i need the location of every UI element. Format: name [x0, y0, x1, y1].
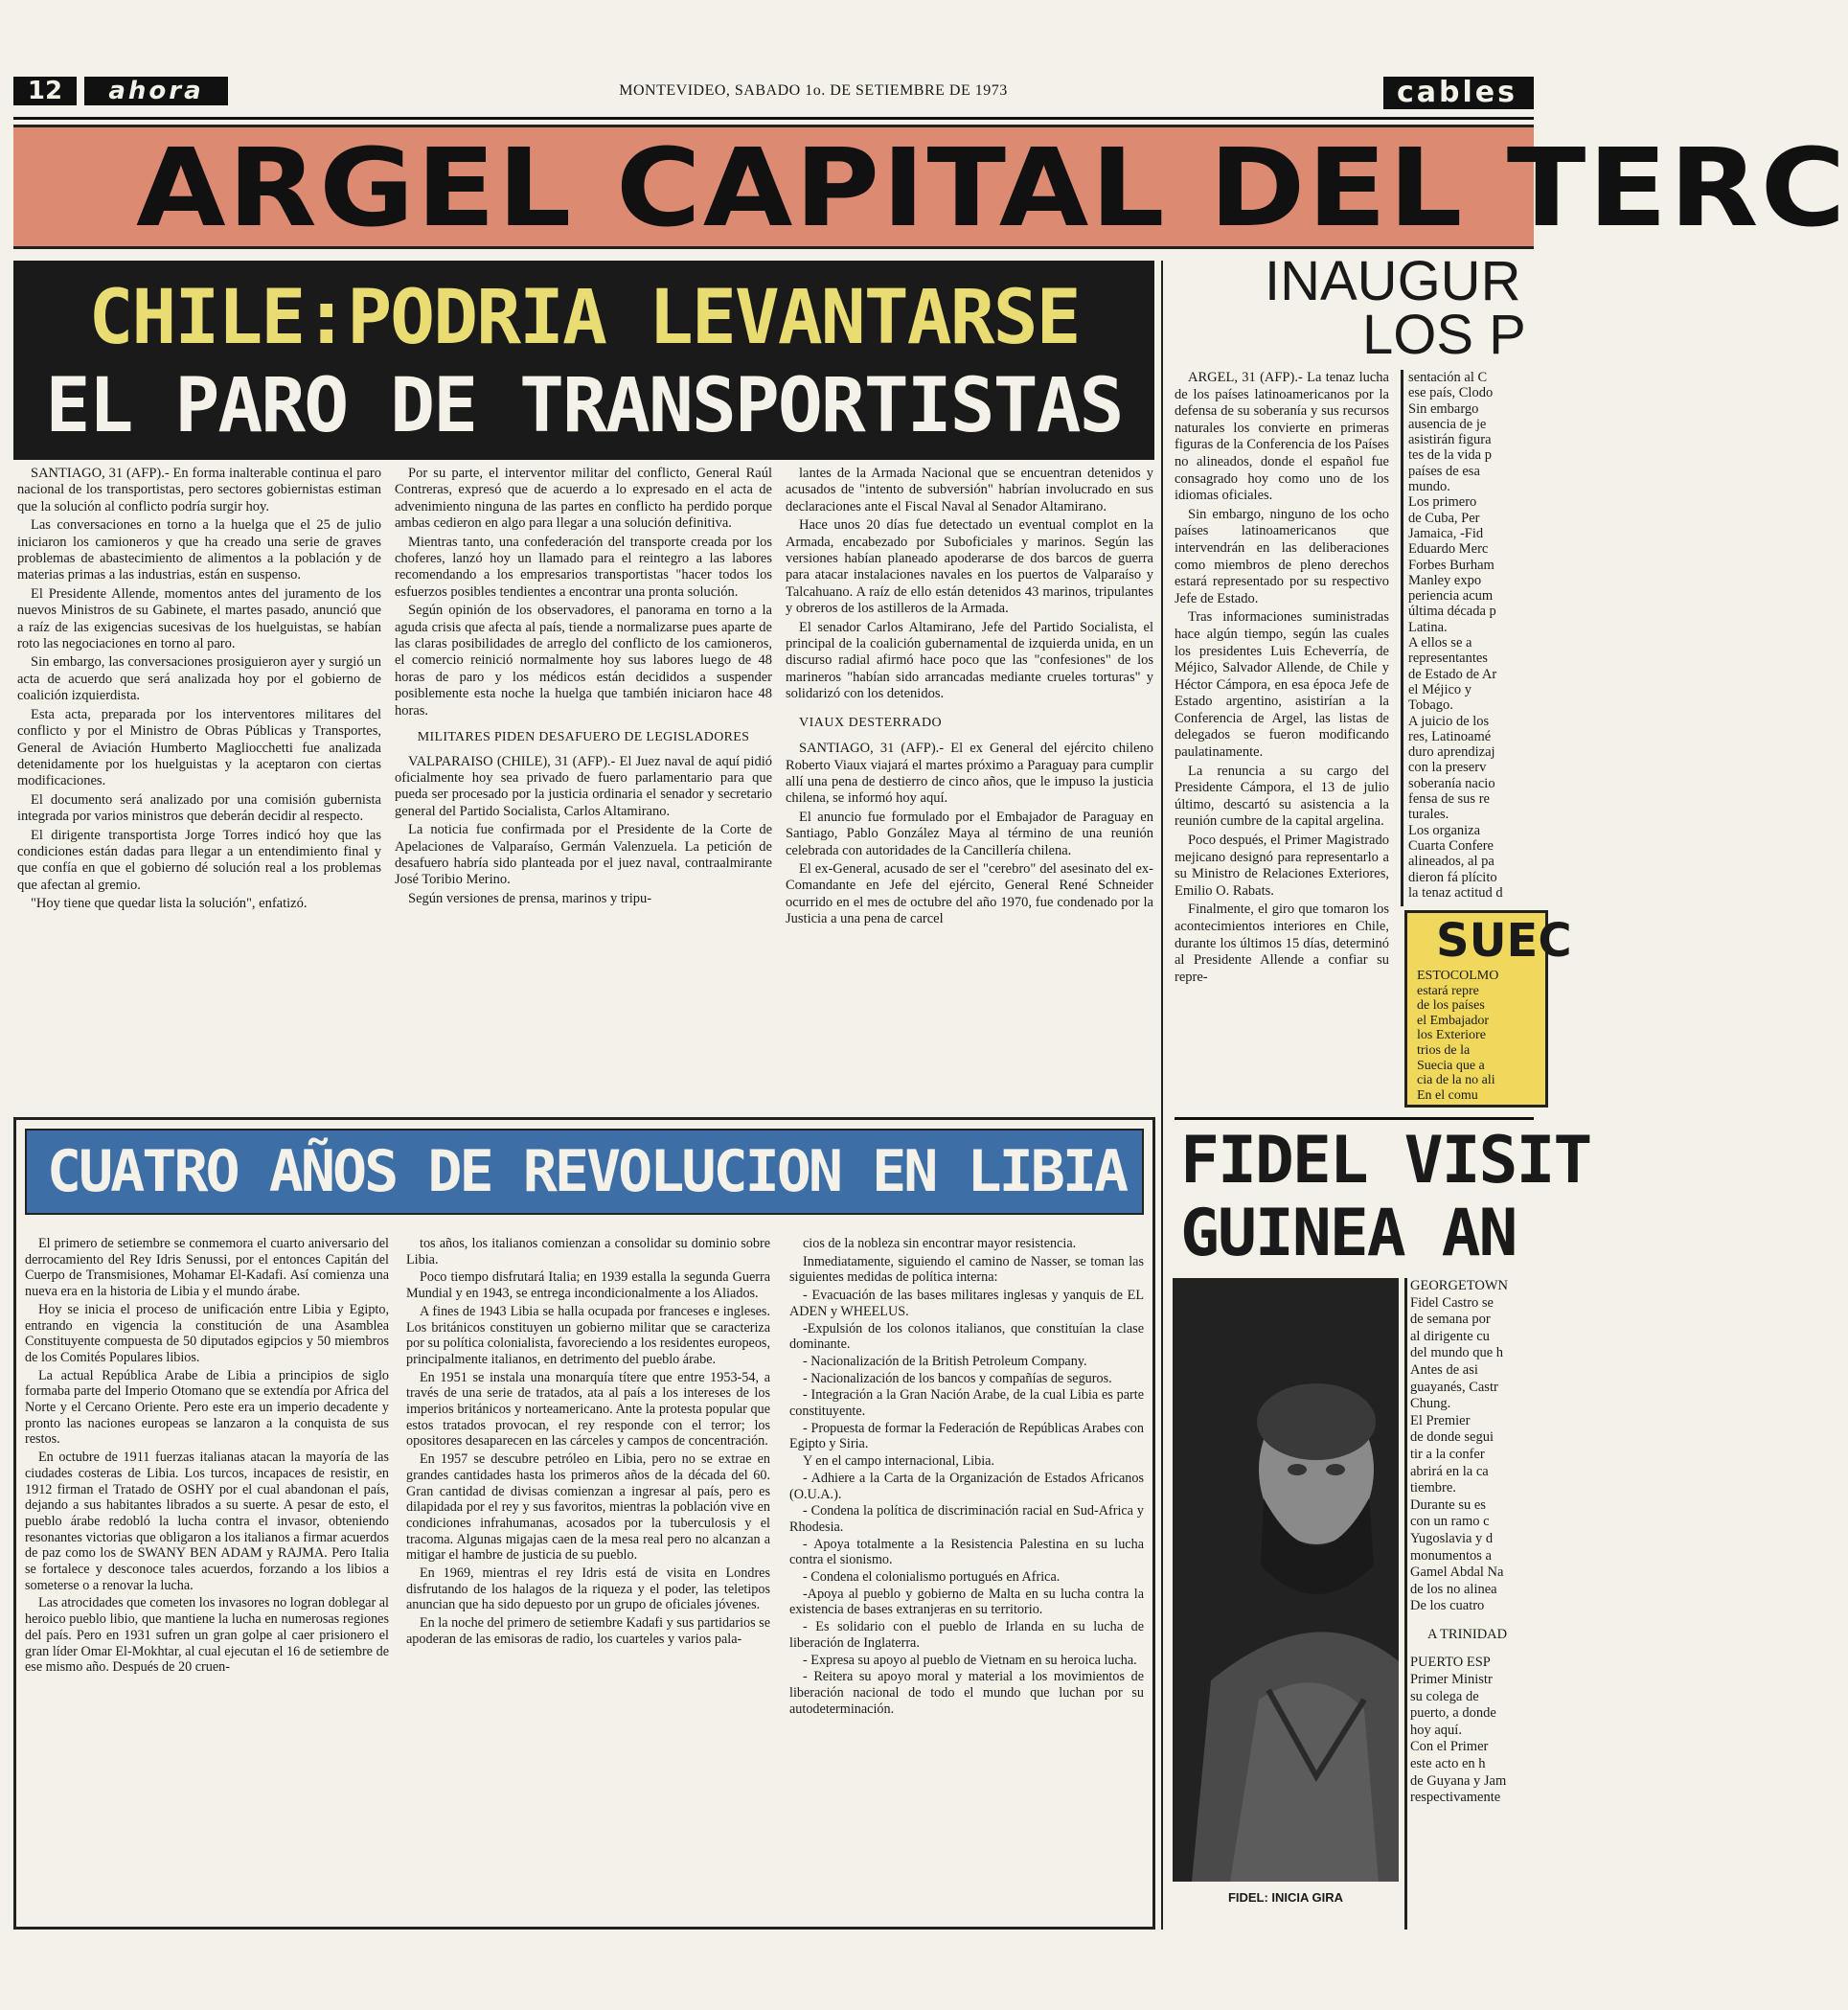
- argel-line: dieron fá plícito: [1408, 869, 1497, 885]
- libia-paragraph: cios de la nobleza sin encontrar mayor resistencia.: [803, 1236, 1077, 1251]
- libia-headline: CUATRO AÑOS DE REVOLUCION EN LIBIA: [46, 1138, 1127, 1205]
- libia-paragraph: La actual República Arabe de Libia a principios de siglo formaba parte del Imperio Otomano que se extendía por Africa del Norte y el Cercano Oriente. Pero este era un imperio decadente y pronto las naciones europeas se lanzaron a la conquista de sus restos.: [25, 1367, 389, 1448]
- chile-column-1: [17, 466, 381, 1104]
- argel-line: Cuarta Confere: [1408, 837, 1494, 854]
- fidel-line: El Premier: [1410, 1412, 1471, 1428]
- chile-paragraph: Las conversaciones en torno a la huelga que el 25 de julio iniciaron los camioneros y que ha creado una serie de graves problemas de abastecimiento de alimentos a la población y de materias primas a las industrias, están en suspenso.: [17, 517, 381, 583]
- libia-measure-item: -Expulsión de los colonos italianos, que constituían la clase dominante.: [789, 1320, 1144, 1353]
- suecia-line: los Exteriore: [1417, 1028, 1486, 1043]
- fidel-line: Durante su es: [1410, 1496, 1486, 1513]
- fidel-line: su colega de: [1410, 1688, 1479, 1704]
- chile-paragraph: SANTIAGO, 31 (AFP).- El ex General del ejército chileno Roberto Viaux viajará el martes próximo a Paraguay para cumplir allí una pena de destierro de cinco años, que le impuso la justicia chilena, se informó hoy aquí.: [786, 741, 1153, 807]
- argel-line: la tenaz actitud d: [1408, 884, 1503, 901]
- issue-dateline: MONTEVIDEO, SABADO 1o. DE SETIEMBRE DE 1973: [619, 82, 1008, 99]
- argel-line: Latina.: [1408, 619, 1448, 635]
- suecia-line: estará repre: [1417, 983, 1479, 998]
- fidel-headline-line1: FIDEL VISIT: [1180, 1123, 1591, 1199]
- fidel-line: monumentos a: [1410, 1547, 1492, 1564]
- chile-paragraph: El Presidente Allende, momentos antes del juramento de los nuevos Ministros de su Gabinete, el martes pasado, anunció que a raíz de las exigencias sucesivas de los huelguistas, se habían roto las negociaciones en torno al paro.: [17, 585, 381, 652]
- fidel-line: del mundo que h: [1410, 1345, 1504, 1361]
- chile-paragraph: El senador Carlos Altamirano, Jefe del Partido Socialista, el principal de la coalición gubernamental de izquierda unida, en un discurso radial afirmó hace poco que las "confesiones" de los marineros "habían sido arrancadas mediante crueles torturas" y solidarizó con los detenidos.: [786, 619, 1153, 702]
- fidel-line: de semana por: [1410, 1312, 1491, 1328]
- masthead: [13, 75, 1534, 113]
- argel-line: fensa de sus re: [1408, 791, 1490, 808]
- argel-line: ese país, Clodo: [1408, 385, 1494, 401]
- argel-line: Sin embargo: [1408, 400, 1479, 417]
- argel-line: A juicio de los: [1408, 713, 1490, 729]
- libia-paragraph: Las atrocidades que cometen los invasores no logran doblegar al heroico pueblo libio, que mantiene la lucha en numerosas regiones del país. Pero en 1931 sufren un gran golpe al caer prisionero el gran líder Omar El-Mokhtar, al cual ejecutan el 16 de setiembre de ese mismo año. Después de 20 cruen-: [25, 1595, 389, 1676]
- argel-paragraph: La renuncia a su cargo del Presidente Cámpora, el 13 de julio último, descartó su asistencia a la reunión cumbre de la capital argelina.: [1175, 763, 1389, 830]
- suecia-line: de los países: [1417, 998, 1485, 1014]
- chile-subheading-militares: MILITARES PIDEN DESAFUERO DE LEGISLADORES: [417, 730, 750, 745]
- chile-paragraph: Sin embargo, las conversaciones prosiguieron ayer y surgió un acta de acuerdo que será analizada hoy por el gobierno de coalición izquierdista.: [17, 654, 381, 704]
- suecia-line: cia de la no ali: [1417, 1073, 1495, 1088]
- argel-line: mundo.: [1408, 479, 1450, 495]
- argel-headline-line1: INAUGUR: [1265, 250, 1521, 312]
- fidel-line: Chung.: [1410, 1396, 1451, 1412]
- libia-measure-item: - Expresa su apoyo al pueblo de Vietnam en su heroica lucha.: [803, 1652, 1137, 1668]
- fidel-photo-caption: FIDEL: INICIA GIRA: [1227, 1890, 1344, 1905]
- fidel-line: tir a la confer: [1410, 1446, 1485, 1462]
- argel-line: ausencia de je: [1408, 416, 1487, 432]
- fidel-subheading: A TRINIDAD: [1427, 1626, 1508, 1642]
- chile-subheading-viaux: VIAUX DESTERRADO: [799, 715, 943, 730]
- chile-paragraph: Mientras tanto, una confederación del transporte creada por los choferes, lanzó hoy un llamado para el reintegro a las labores recomendando a los empresarios transportistas "hacer todos los esfuerzos posibles tendientes a encontrar una pronta solución.: [395, 534, 772, 600]
- argel-column-2: [1408, 370, 1534, 906]
- column-rule: [1404, 1278, 1407, 1930]
- fidel-column: [1410, 1278, 1534, 1939]
- fidel-line: De los cuatro: [1410, 1598, 1485, 1614]
- chile-headline-line2: EL PARO DE TRANSPORTISTAS: [45, 363, 1123, 449]
- fidel-line: tiembre.: [1410, 1480, 1456, 1496]
- paper-name: ahora: [84, 77, 228, 105]
- suecia-text: [1417, 969, 1561, 1103]
- libia-column-3: [789, 1236, 1144, 1912]
- fidel-line: puerto, a donde: [1410, 1705, 1496, 1722]
- chile-headline-line1: CHILE:PODRIA LEVANTARSE: [88, 275, 1080, 361]
- fidel-line: de los no alinea: [1410, 1581, 1497, 1597]
- libia-paragraph: En la noche del primero de setiembre Kadafi y sus partidarios se apoderan de las emisoras de radio, los cuarteles y varios pala-: [406, 1615, 770, 1647]
- libia-paragraph: En 1969, mientras el rey Idris está de visita en Londres disfrutando de los halagos de la riqueza y el poder, las teletipos anuncian que ha sido depuesto por un grupo de oficiales jóvenes.: [406, 1565, 770, 1613]
- fidel-line: Fidel Castro se: [1410, 1294, 1494, 1311]
- argel-line: Jamaica, -Fid: [1408, 525, 1484, 541]
- libia-measure-item: - Es solidario con el pueblo de Irlanda en su lucha de liberación de Inglaterra.: [789, 1619, 1144, 1651]
- libia-measure-item: -Apoya al pueblo y gobierno de Malta en su lucha contra la existencia de bases extranjeras en su territorio.: [789, 1586, 1144, 1618]
- fidel-line: Gamel Abdal Na: [1410, 1565, 1504, 1581]
- fidel-line: PUERTO ESP: [1410, 1655, 1491, 1671]
- argel-line: última década p: [1408, 604, 1496, 620]
- chile-paragraph: El anuncio fue formulado por el Embajador de Paraguay en Santiago, Pablo González Maya al término de una reunión celebrada con autoridades de la Cancillería chilena.: [786, 809, 1153, 858]
- fidel-line: Antes de asi: [1410, 1361, 1478, 1378]
- libia-column-1: [25, 1236, 389, 1912]
- suecia-line: el Embajador: [1417, 1013, 1490, 1028]
- argel-line: periencia acum: [1408, 588, 1494, 605]
- libia-measure-item: - Condena el colonialismo portugués en Africa.: [803, 1569, 1061, 1586]
- libia-paragraph: Hoy se inicia el proceso de unificación entre Libia y Egipto, entrando en vigencia la constitución de una Asamblea Constituyente compuesta de 50 diputados egipcios y 50 miembros de los Comités Populares libios.: [25, 1301, 389, 1365]
- section-label: cables: [1383, 77, 1534, 109]
- chile-paragraph: Según versiones de prensa, marinos y tripu-: [408, 890, 652, 906]
- column-rule: [1401, 370, 1403, 906]
- column-rule: [1161, 261, 1163, 1930]
- chile-column-2: [395, 466, 772, 1115]
- argel-line: sentación al C: [1408, 370, 1488, 385]
- fidel-line: de Guyana y Jam: [1410, 1772, 1507, 1789]
- libia-measure-item: Y en el campo internacional, Libia.: [803, 1453, 994, 1470]
- chile-column-3: [786, 466, 1153, 1117]
- libia-paragraph: En 1957 se descubre petróleo en Libia, pero no se extrae en grandes cantidades hasta los primeros años de la década del 60. Gran cantidad de divisas comienzan a ingresar al país, pero es dilapidada por el rey y sus favoritos, mientras la población vive en condiciones infrahumanas, acosados por la tuberculosis y el tracoma. Algunas migajas caen de la mesa real pero no alcanzan a mitigar el hambre de justicia de su pueblo.: [406, 1451, 770, 1564]
- masthead-rule: [13, 117, 1534, 120]
- argel-line: Los organiza: [1408, 822, 1481, 838]
- libia-measure-item: - Integración a la Gran Nación Arabe, de la cual Libia es parte constituyente.: [789, 1387, 1144, 1420]
- fidel-line: GEORGETOWN: [1410, 1278, 1509, 1293]
- suecia-box: [1404, 910, 1572, 1108]
- fidel-line: de donde segui: [1410, 1429, 1494, 1446]
- libia-paragraph: El primero de setiembre se conmemora el cuarto aniversario del derrocamiento del Rey Idris Senussi, por el entonces Capitán del Cuerpo de Transmisiones, Mohamar El-Kadafi. Así comienza una nueva era en la historia de Libia y el mundo árabe.: [25, 1236, 389, 1300]
- argel-line: Tobago.: [1408, 697, 1453, 714]
- fidel-line: Yugoslavia y d: [1410, 1530, 1494, 1546]
- argel-line: turales.: [1408, 807, 1449, 823]
- libia-measure-item: - Apoya totalmente a la Resistencia Palestina en su lucha contra el sionismo.: [789, 1536, 1144, 1568]
- argel-line: Eduardo Merc: [1408, 541, 1489, 558]
- libia-paragraph: Poco tiempo disfrutará Italia; en 1939 estalla la segunda Guerra Mundial y en 1943, se entrega incondicionalmente a los Aliados.: [406, 1269, 770, 1302]
- chile-paragraph: El dirigente transportista Jorge Torres indicó hoy que las condiciones están dadas para llegar a un entendimiento final y que confía en que el gobierno dé solución real a los problemas que afectan al gremio.: [17, 827, 381, 893]
- fidel-line: al dirigente cu: [1410, 1328, 1490, 1344]
- libia-paragraph: En 1951 se instala una monarquía títere que entre 1953-54, a través de una serie de tratados, ata al país a los intereses de los imperios británicos y norteamericano. Ante la protesta popular que estos tratados provocan, el rey responde con el terror; los opositores desaparecen en las cárceles y campos de concentración.: [406, 1369, 770, 1450]
- argel-line: de Estado de Ar: [1408, 666, 1497, 682]
- argel-line: tes de la vida p: [1408, 447, 1492, 464]
- argel-line: representantes: [1408, 651, 1488, 667]
- argel-paragraph: ARGEL, 31 (AFP).- La tenaz lucha de los países latinoamericanos por la defensa de su soberanía y sus recursos naturales los convierte en primeras figuras de la Conferencia de los Países no alineados, donde el español fue consagrado hoy como uno de los idiomas oficiales.: [1175, 370, 1389, 504]
- argel-paragraph: Poco después, el Primer Magistrado mejicano designó para representarlo a su Ministro de Relaciones Exteriores, Emilio O. Rabats.: [1175, 833, 1389, 899]
- chile-paragraph: Según opinión de los observadores, el panorama en torno a la aguda crisis que afecta al país, tiende a normalizarse pues aparte de las claras posibilidades de arreglo del conflicto de los camioneros, el comercio reinició normalmente hoy sus labores luego de 48 horas de paro y los médicos están decididos a suspender posiblemente esta noche la huelga que también iniciaron hace 48 horas.: [395, 603, 772, 719]
- chile-paragraph: VALPARAISO (CHILE), 31 (AFP).- El Juez naval de aquí pidió oficialmente hoy sea privado de fuero parlamentario para que pueda ser procesado por la justicia ordinaria el senador y secretario general del Partido Socialista, Carlos Altamirano.: [395, 753, 772, 819]
- fidel-line: Primer Ministr: [1410, 1672, 1493, 1688]
- argel-line: con la preserv: [1408, 760, 1487, 776]
- suecia-headline: SUEC: [1436, 914, 1572, 968]
- chile-paragraph: lantes de la Armada Nacional que se encuentran detenidos y acusados de "intento de subversión" habrían involucrado en sus declaraciones ante el Fiscal Naval al Senador Altamirano.: [786, 466, 1153, 514]
- fidel-line: guayanés, Castr: [1410, 1379, 1498, 1395]
- libia-measure-item: - Adhiere a la Carta de la Organización de Estados Africanos (O.U.A.).: [789, 1470, 1144, 1502]
- argel-line: duro aprendizaj: [1408, 744, 1495, 761]
- argel-line: soberanía nacio: [1408, 775, 1495, 791]
- chile-paragraph: Hace unos 20 días fue detectado un eventual complot en la Armada, encabezado por Suboficiales y marinos. Según las versiones habían planeado apoderarse de dos barcos de guerra para atacar instalaciones navales en los puertos de Valparaíso y Talcahuano. A raíz de ello están detenidos 43 marinos, tripulantes y obreros de los astilleros de la Armada.: [786, 517, 1153, 617]
- suecia-line: trios de la: [1417, 1042, 1471, 1058]
- argel-line: alineados, al pa: [1408, 854, 1494, 870]
- chile-paragraph: El documento será analizado por una comisión gubernista integrada por varios ministros que deberán decidir al respecto.: [17, 791, 381, 825]
- chile-paragraph: Esta acta, preparada por los interventores militares del conflicto y por el Ministro de Obras Públicas y Transportes, General de Aviación Humberto Magliocchetti fue analizada detenidamente por los huelguistas y la aceptaron con ciertas modificaciones.: [17, 706, 381, 789]
- banner-headline: ARGEL CAPITAL DEL TERC: [136, 126, 1848, 251]
- suecia-line: En el comu: [1417, 1087, 1478, 1103]
- argel-line: asistirán figura: [1408, 432, 1492, 448]
- fidel-line: este acto en h: [1410, 1756, 1486, 1772]
- argel-line: Los primero: [1408, 494, 1477, 511]
- argel-line: el Méjico y: [1408, 681, 1472, 697]
- argel-line: Forbes Burham: [1408, 557, 1494, 573]
- fidel-line: Con el Primer: [1410, 1739, 1489, 1755]
- libia-headline-box: [25, 1129, 1144, 1215]
- fidel-portrait-illustration: [1173, 1278, 1399, 1882]
- libia-measure-item: - Evacuación de las bases militares inglesas y yanquis de EL ADEN y WHEELUS.: [789, 1288, 1144, 1319]
- page-number: 12: [13, 77, 77, 105]
- fidel-photo: [1173, 1278, 1399, 1882]
- argel-paragraph: Tras informaciones suministradas hace algún tiempo, según las cuales los presidentes Luis Echeverría, de Méjico, Salvador Allende, de Chile y Héctor Cámpora, en esa época Jefe de Estado argentino, asistirían a la Conferencia de Argel, las listas de delegados se fueron modificando paulatinamente.: [1175, 609, 1389, 761]
- argel-headline-line2: LOS P: [1362, 304, 1526, 366]
- chile-paragraph: "Hoy tiene que quedar lista la solución", enfatizó.: [31, 896, 308, 912]
- fidel-line: respectivamente: [1410, 1790, 1501, 1806]
- libia-measure-item: - Nacionalización de la British Petroleum Company.: [803, 1353, 1087, 1369]
- chile-paragraph: SANTIAGO, 31 (AFP).- En forma inalterable continua el paro nacional de los transportistas, pero sectores gobiernistas estiman que la solución al conflicto podría surgir hoy.: [17, 466, 381, 514]
- fidel-line: abrirá en la ca: [1410, 1463, 1489, 1479]
- argel-line: res, Latinoamé: [1408, 728, 1492, 744]
- libia-measure-item: - Propuesta de formar la Federación de Repúblicas Arabes con Egipto y Siria.: [789, 1420, 1144, 1452]
- libia-column-2: [406, 1236, 770, 1912]
- libia-paragraph: Inmediatamente, siguiendo el camino de Nasser, se toman las siguientes medidas de política interna:: [789, 1253, 1144, 1286]
- fidel-headline-line2: GUINEA AN: [1180, 1196, 1517, 1271]
- libia-paragraph: En octubre de 1911 fuerzas italianas atacan la mayoría de las ciudades costeras de Libia. Los turcos, incapaces de resistir, en 1912 firman el Tratado de OSHY por el cual abandonan el país, dejando a sus habitantes librados a su suerte. A pesar de esto, el pueblo árabe redobló la lucha contra el invasor, obteniendo resonantes victorias que obligaron a los italianos a firmar acuerdos de paz como los de SWANY BEN ADAM y RAJMA. Pero Italia se fortalece y desconoce tales acuerdos, forzando a los libios a someterse o a renovar la lucha.: [25, 1450, 389, 1593]
- suecia-line: Suecia que a: [1417, 1058, 1485, 1073]
- argel-line: Manley expo: [1408, 572, 1482, 588]
- chile-paragraph: Por su parte, el interventor militar del conflicto, General Raúl Contreras, expresó que de acuerdo a lo expresado en el acta de advenimiento ninguna de las partes en conflicto ha perdido porque ambas cedieron en algo para llegar a una solución definitiva.: [395, 466, 772, 532]
- fidel-top-rule: [1175, 1117, 1534, 1120]
- argel-line: A ellos se a: [1408, 635, 1472, 651]
- chile-headline-box: [13, 261, 1154, 460]
- libia-paragraph: tos años, los italianos comienzan a consolidar su dominio sobre Libia.: [406, 1236, 770, 1268]
- chile-paragraph: La noticia fue confirmada por el Presidente de la Corte de Apelaciones de Valparaíso, Germán Valenzuela. La petición de desafuero habría sido planteada por el juez naval, contraalmirante José Toribio Merino.: [395, 822, 772, 888]
- argel-paragraph: Sin embargo, ninguno de los ocho países latinoamericanos que intervendrán en las deliberaciones como miembros de pleno derechos estará representado por su respectivo Jefe de Estado.: [1175, 506, 1389, 606]
- libia-paragraph: A fines de 1943 Libia se halla ocupada por franceses e ingleses. Los británicos constituyen un gobierno militar que se caracteriza por su política colonialista, favoreciendo a los residentes europeos, principalmente italianos, en detrimento del pueblo árabe.: [406, 1303, 770, 1367]
- chile-paragraph: El ex-General, acusado de ser el "cerebro" del asesinato del ex-Comandante en Jefe del ejército, General René Schneider ocurrido en el mes de octubre del año 1970, fue condenado por la Justicia a una pena de carcel: [786, 860, 1153, 927]
- argel-paragraph: Finalmente, el giro que tomaron los acontecimientos interiores en Chile, durante los últimos 15 días, determinó al Presidente Allende a confiar su repre-: [1175, 902, 1389, 985]
- argel-line: países de esa: [1408, 463, 1480, 479]
- libia-measure-item: - Condena la política de discriminación racial en Sud-Africa y Rhodesia.: [789, 1503, 1144, 1535]
- banner-strip: [13, 125, 1848, 251]
- fidel-line: hoy aquí.: [1410, 1722, 1462, 1738]
- libia-measure-item: - Nacionalización de los bancos y compañías de seguros.: [803, 1370, 1112, 1386]
- argel-line: de Cuba, Per: [1408, 510, 1480, 526]
- fidel-line: con un ramo c: [1410, 1514, 1490, 1530]
- libia-measure-item: - Reitera su apoyo moral y material a los movimientos de liberación nacional de todo el mundo que luchan por su autodeterminación.: [789, 1669, 1144, 1717]
- suecia-line: ESTOCOLMO: [1417, 969, 1499, 983]
